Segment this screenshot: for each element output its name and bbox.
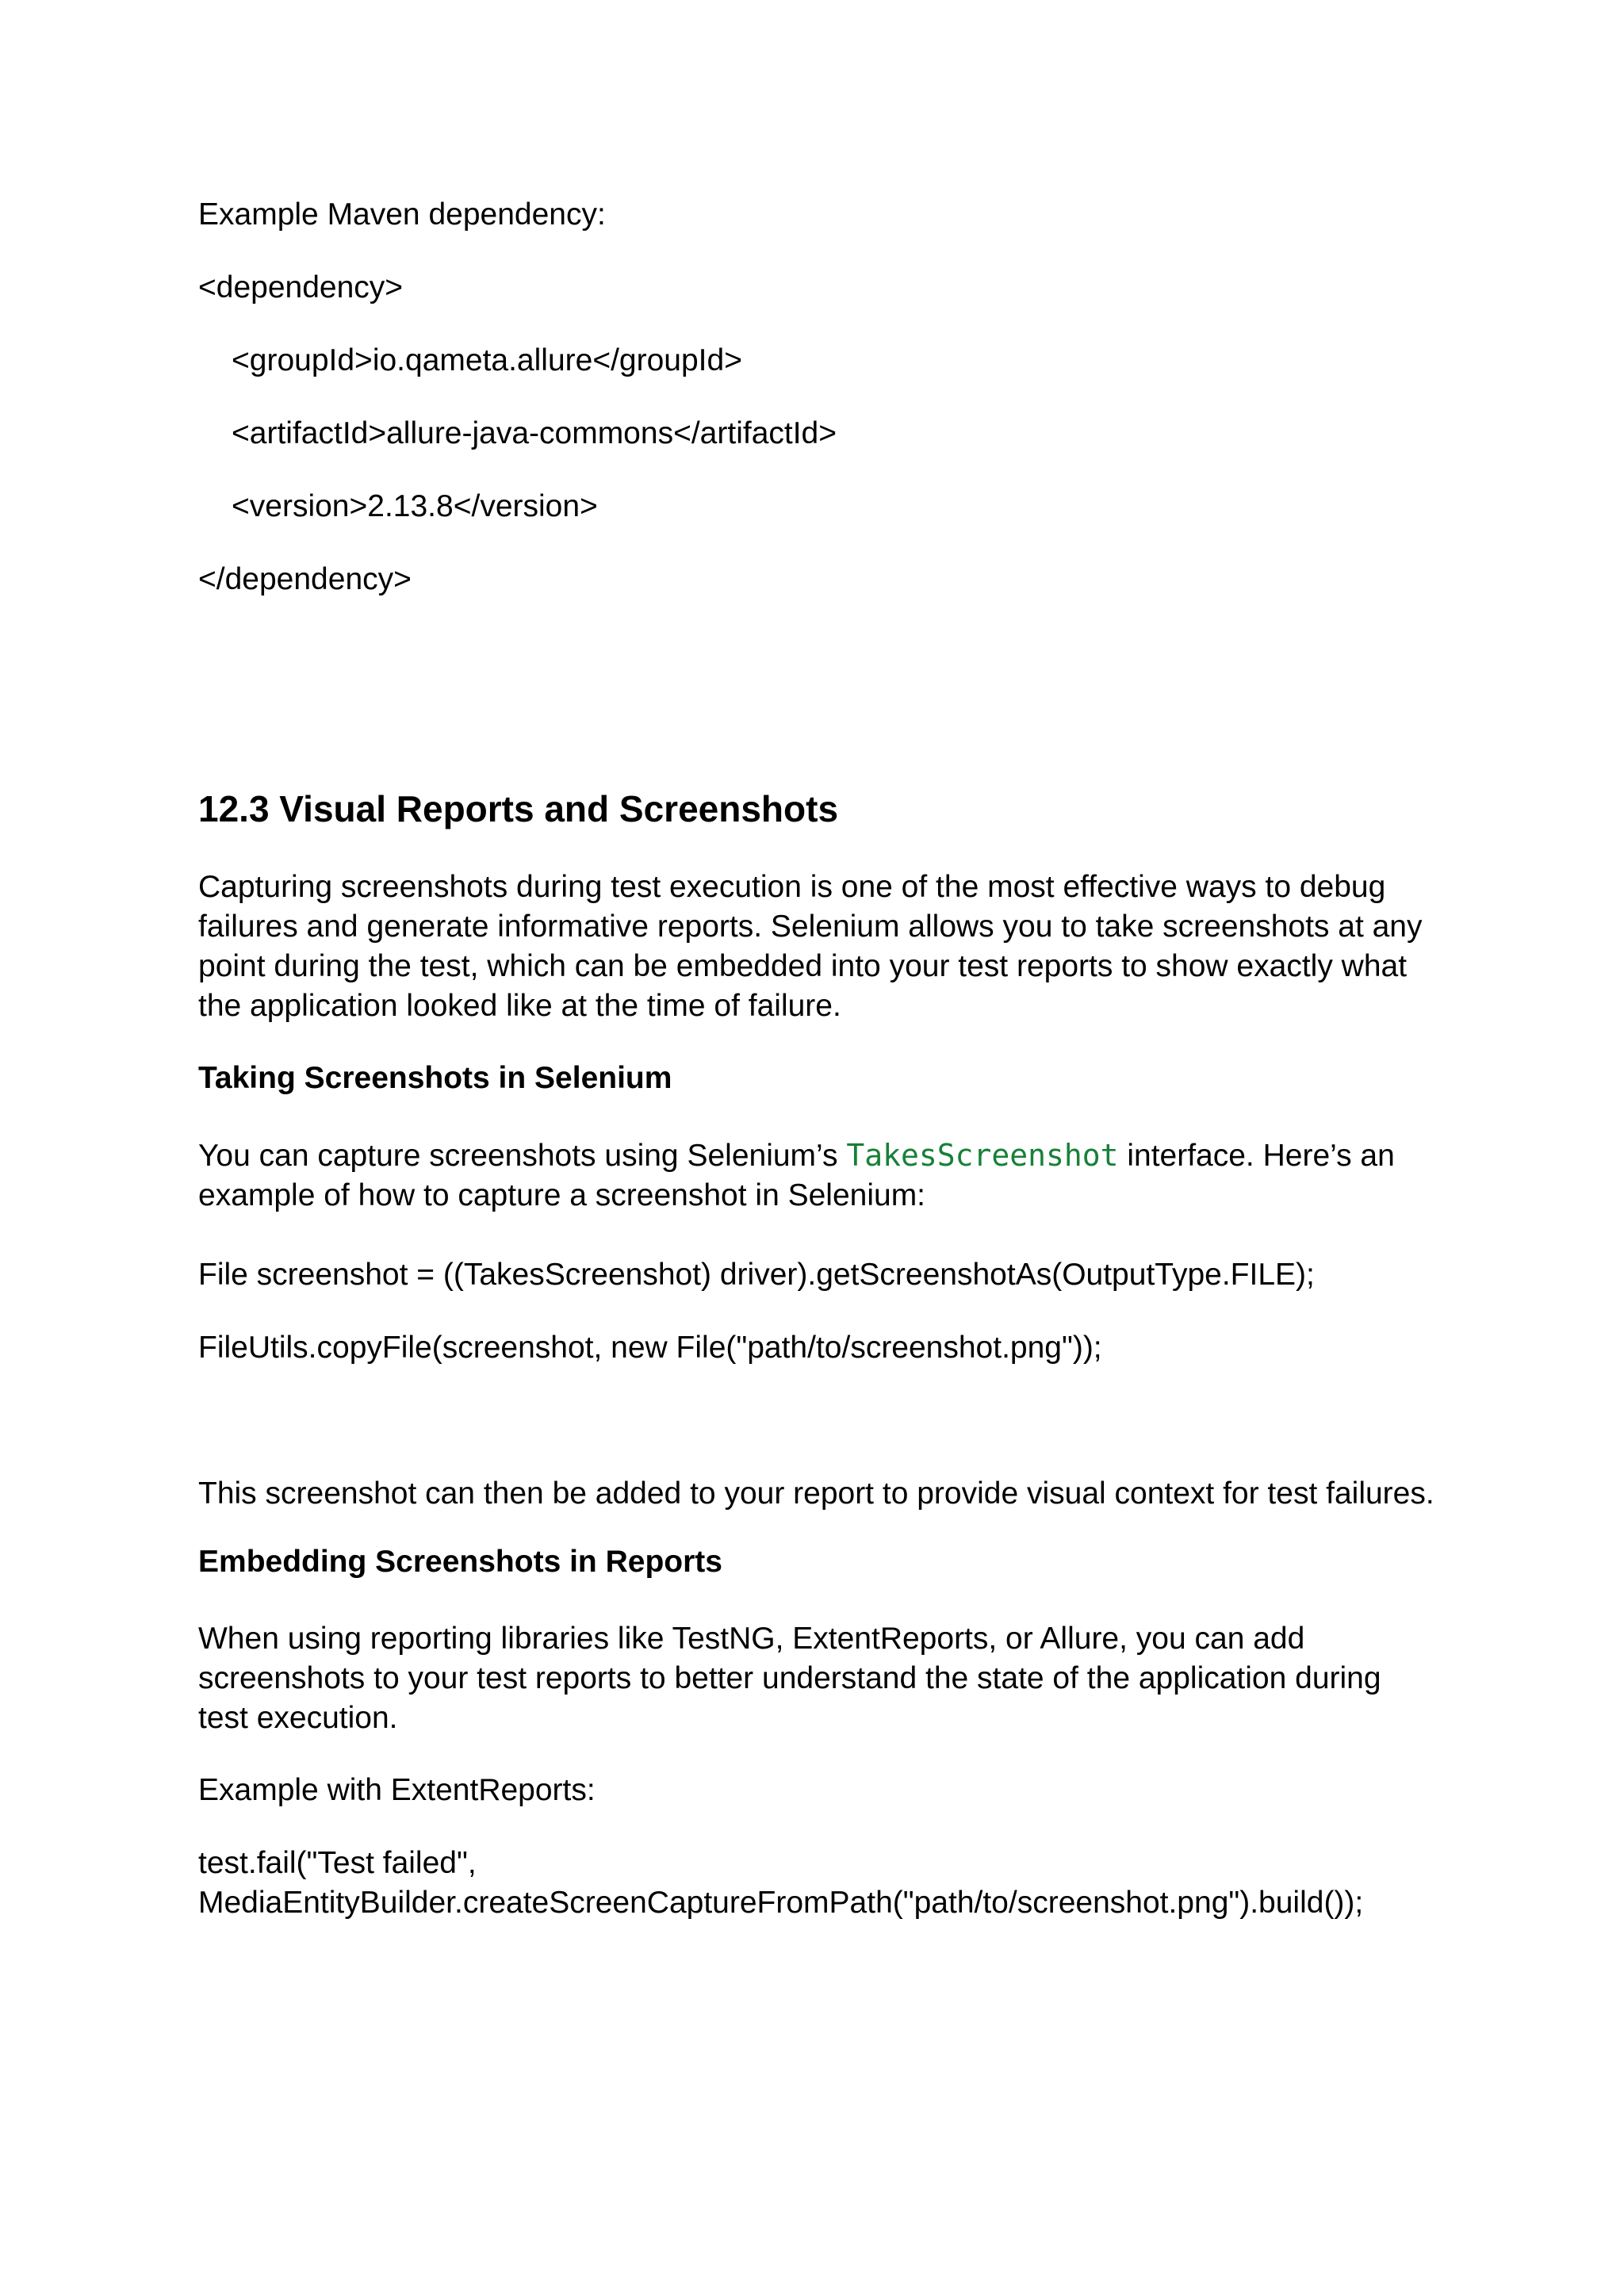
- paragraph-text-before: You can capture screenshots using Selenium’s: [198, 1139, 847, 1173]
- code-term-takesscreenshot: TakesScreenshot: [846, 1138, 1119, 1173]
- code-line-test-fail: test.fail("Test failed",: [198, 1846, 477, 1880]
- section-intro-paragraph: Capturing screenshots during test execution is one of the most effective ways to debug failures and generate informative reports. Selenium allows you to take screenshots at any point during the test, which can be embedded into your test reports to show exactly what the application looked like at the time of failure.: [198, 870, 1423, 1023]
- extentreports-example-label: Example with ExtentReports:: [198, 1773, 596, 1807]
- maven-line-dependency-close: </dependency>: [198, 562, 412, 596]
- screenshot-context-paragraph: This screenshot can then be added to your report to provide visual context for test failures.: [198, 1476, 1434, 1511]
- maven-line-version: <version>2.13.8</version>: [232, 489, 598, 523]
- code-line-media-entity-builder: MediaEntityBuilder.createScreenCaptureFromPath("path/to/screenshot.png").build());: [198, 1886, 1364, 1920]
- maven-line-groupid: <groupId>io.qameta.allure</groupId>: [232, 343, 742, 377]
- code-line-get-screenshot: File screenshot = ((TakesScreenshot) driver).getScreenshotAs(OutputType.FILE);: [198, 1258, 1315, 1292]
- section-heading: 12.3 Visual Reports and Screenshots: [198, 788, 839, 829]
- maven-line-artifactid: <artifactId>allure-java-commons</artifactId>: [232, 416, 837, 450]
- paragraph-text-after: interface. Here’s an example of how to capture a screenshot in Selenium:: [198, 1139, 1395, 1212]
- subheading-embedding-screenshots: Embedding Screenshots in Reports: [198, 1545, 722, 1579]
- subheading-taking-screenshots: Taking Screenshots in Selenium: [198, 1061, 672, 1095]
- embedding-paragraph: When using reporting libraries like TestNG, ExtentReports, or Allure, you can add screenshots to your test reports to better understand the state of the application during test execution.: [198, 1622, 1381, 1735]
- maven-intro: Example Maven dependency:: [198, 197, 606, 232]
- takes-screenshot-paragraph: [198, 1136, 1435, 1216]
- code-line-copy-file: FileUtils.copyFile(screenshot, new File("path/to/screenshot.png"));: [198, 1331, 1102, 1365]
- maven-line-dependency-open: <dependency>: [198, 270, 404, 304]
